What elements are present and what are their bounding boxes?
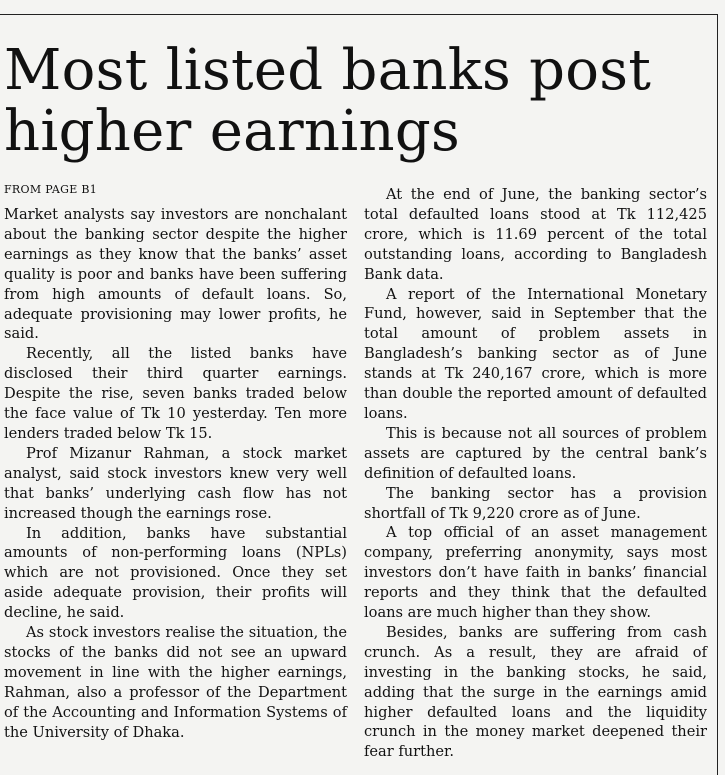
paragraph: The banking sector has a provision shortfall of Tk 9,220 crore as of June. xyxy=(364,484,707,522)
paragraph: Besides, banks are suffering from cash crunch. As a result, they are afraid of investing in the banking stocks, he said, adding that the surge in the earnings amid higher defaulted loans and the liquidity crunch in the money market deepened their fear further. xyxy=(364,623,707,761)
paragraph: In addition, banks have substantial amounts of non-performing loans (NPLs) which are not provisioned. Once they set aside adequate provision, their profits will decline, he said. xyxy=(4,524,347,622)
headline xyxy=(4,40,716,162)
paragraph: A report of the International Monetary Fund, however, said in September that the total amount of problem assets in Bangladesh’s banking sector as of June stands at Tk 240,167 crore, which is more than double the reported amount of defaulted loans. xyxy=(364,285,707,422)
paragraph: A top official of an asset management company, preferring anonymity, says most investors don’t have faith in banks’ financial reports and they think that the defaulted loans are much higher than they show. xyxy=(364,524,707,622)
headline-line-2: higher earnings xyxy=(4,99,461,164)
right-column xyxy=(364,185,707,762)
headline-line-1: Most listed banks post xyxy=(4,38,652,103)
right-column-rule xyxy=(717,14,718,775)
paragraph: Market analysts say investors are nonchalant about the banking sector despite the higher earnings as they know that the banks’ asset quality is poor and banks have been suffering from high amounts of default loans. So, adequate provisioning may lower profits, he said. xyxy=(4,206,347,343)
paragraph: Recently, all the listed banks have disclosed their third quarter earnings. Despite the rise, seven banks traded below the face value of Tk 10 yesterday. Ten more lenders traded below Tk 15. xyxy=(4,345,347,442)
paragraph: Prof Mizanur Rahman, a stock market analyst, said stock investors knew very well that banks’ underlying cash flow has not increased though the earnings rose. xyxy=(4,444,347,522)
paragraph: At the end of June, the banking sector’s total defaulted loans stood at Tk 112,425 crore, which is 11.69 percent of the total outstanding loans, according to Bangladesh Bank data. xyxy=(364,186,707,283)
paragraph: This is because not all sources of problem assets are captured by the central bank’s definition of defaulted loans. xyxy=(364,424,707,482)
top-rule xyxy=(0,14,718,15)
left-column xyxy=(4,205,347,742)
paragraph: As stock investors realise the situation, the stocks of the banks did not see an upward movement in line with the higher earnings, Rahman, also a professor of the Department of the Accounting and Information Systems of the University of Dhaka. xyxy=(4,624,347,741)
continuation-kicker: FROM PAGE B1 xyxy=(4,183,98,196)
